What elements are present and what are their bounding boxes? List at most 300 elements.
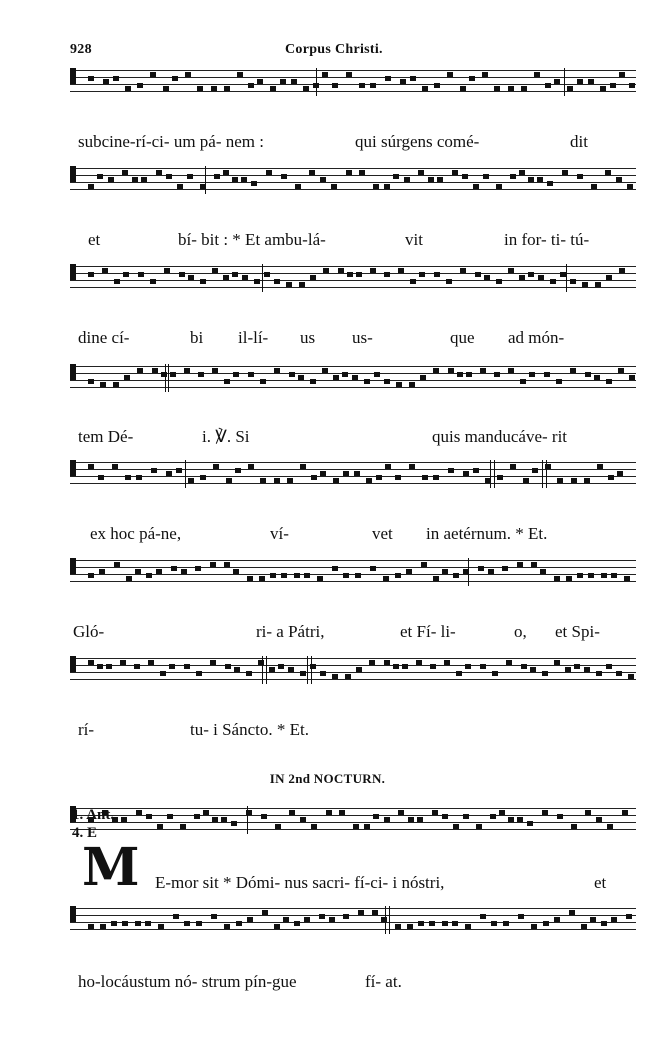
staff-line — [70, 476, 636, 477]
neume — [266, 170, 272, 175]
neume — [224, 924, 230, 929]
neume — [164, 268, 170, 273]
neume — [433, 475, 439, 480]
neume — [554, 660, 560, 665]
neume — [416, 660, 422, 665]
lyric-syllable: bí- bit : * Et ambu-lá- — [178, 230, 326, 249]
neume — [179, 272, 185, 277]
neume — [457, 372, 463, 377]
neume — [106, 664, 112, 669]
bar-line — [307, 656, 308, 684]
neume — [343, 914, 349, 919]
neume — [384, 184, 390, 189]
neume — [430, 664, 436, 669]
neume — [584, 478, 590, 483]
neume — [396, 382, 402, 387]
neume — [287, 478, 293, 483]
neume — [200, 279, 206, 284]
neume — [508, 817, 514, 822]
lyric-syllable: que — [450, 328, 475, 347]
neume — [166, 471, 172, 476]
neume — [542, 810, 548, 815]
neume — [422, 86, 428, 91]
neume — [121, 817, 127, 822]
neume — [226, 478, 232, 483]
neume — [225, 664, 231, 669]
neume — [88, 76, 94, 81]
neume — [510, 464, 516, 469]
neume — [138, 272, 144, 277]
neume — [601, 921, 607, 926]
neume — [224, 86, 230, 91]
neume — [521, 86, 527, 91]
lyric-syllable: tu- i Sáncto. * Et. — [190, 720, 309, 739]
neume — [545, 83, 551, 88]
neume — [258, 660, 264, 665]
neume — [545, 464, 551, 469]
staff-line — [70, 483, 636, 484]
neume — [151, 468, 157, 473]
lyric-syllable: E-mor sit * Dómi- nus sacri- fí-ci- i nóstri, — [155, 873, 445, 892]
neume — [567, 86, 573, 91]
neume — [398, 810, 404, 815]
staff-line — [70, 77, 636, 78]
neume — [320, 671, 326, 676]
neume — [329, 917, 335, 922]
neume — [124, 375, 130, 380]
neume — [353, 824, 359, 829]
neume — [359, 170, 365, 175]
neume — [618, 368, 624, 373]
neume — [557, 478, 563, 483]
neume — [123, 272, 129, 277]
neume — [611, 917, 617, 922]
neume — [452, 170, 458, 175]
neume — [148, 660, 154, 665]
neume — [223, 170, 229, 175]
neume — [141, 177, 147, 182]
neume — [442, 814, 448, 819]
neume — [200, 184, 206, 189]
neume — [294, 921, 300, 926]
neume — [398, 268, 404, 273]
neume — [488, 569, 494, 574]
neume — [310, 379, 316, 384]
staff-line — [70, 380, 636, 381]
neume — [547, 181, 553, 186]
neume — [150, 279, 156, 284]
neume — [480, 368, 486, 373]
lyric-syllable: in aetérnum. * Et. — [426, 524, 548, 543]
neume — [528, 272, 534, 277]
neume — [88, 464, 94, 469]
bar-line — [494, 460, 495, 488]
neume — [251, 181, 257, 186]
neume — [108, 177, 114, 182]
clef-icon — [70, 264, 76, 280]
neume — [212, 268, 218, 273]
neume — [283, 917, 289, 922]
neume — [221, 817, 227, 822]
neume — [529, 372, 535, 377]
lyric-syllable: et Spi- — [555, 622, 600, 641]
neume — [332, 83, 338, 88]
neume — [508, 268, 514, 273]
neume — [203, 810, 209, 815]
staff-line — [70, 84, 636, 85]
neume — [260, 379, 266, 384]
neume — [173, 914, 179, 919]
neume — [180, 824, 186, 829]
neume — [352, 375, 358, 380]
neume — [446, 279, 452, 284]
neume — [557, 814, 563, 819]
neume — [303, 86, 309, 91]
neume — [333, 375, 339, 380]
lyric-syllable: i. ℣. Si — [202, 427, 250, 446]
neume — [442, 921, 448, 926]
neume — [211, 914, 217, 919]
neume — [99, 569, 105, 574]
neume — [410, 76, 416, 81]
neume — [577, 174, 583, 179]
neume — [605, 170, 611, 175]
neume — [417, 817, 423, 822]
neume — [137, 83, 143, 88]
neume — [588, 79, 594, 84]
neume — [356, 667, 362, 672]
neume — [100, 382, 106, 387]
neume — [585, 372, 591, 377]
neume — [372, 910, 378, 915]
neume — [167, 814, 173, 819]
neume — [574, 664, 580, 669]
staff-line — [70, 672, 636, 673]
neume — [194, 814, 200, 819]
neume — [453, 824, 459, 829]
lyric-line-2 — [0, 230, 655, 254]
neume — [304, 573, 310, 578]
neume — [473, 468, 479, 473]
staff-8 — [70, 808, 636, 832]
page-number: 928 — [70, 42, 92, 57]
neume — [196, 671, 202, 676]
bar-line — [490, 460, 491, 488]
neume — [304, 917, 310, 922]
neume — [310, 275, 316, 280]
staff-2 — [70, 168, 636, 192]
neume — [166, 174, 172, 179]
neume — [492, 671, 498, 676]
neume — [122, 921, 128, 926]
neume — [281, 573, 287, 578]
neume — [320, 177, 326, 182]
neume — [374, 372, 380, 377]
neume — [288, 667, 294, 672]
neume — [385, 464, 391, 469]
neume — [483, 174, 489, 179]
neume — [97, 664, 103, 669]
neume — [198, 372, 204, 377]
neume — [499, 810, 505, 815]
neume — [136, 475, 142, 480]
lyric-syllable: il-lí- — [238, 328, 269, 347]
neume — [188, 275, 194, 280]
neume — [102, 268, 108, 273]
neume — [530, 667, 536, 672]
neume — [358, 910, 364, 915]
staff-line — [70, 273, 636, 274]
neume — [370, 268, 376, 273]
neume — [577, 79, 583, 84]
neume — [333, 478, 339, 483]
neume — [212, 817, 218, 822]
neume — [570, 368, 576, 373]
neume — [103, 79, 109, 84]
neume — [543, 921, 549, 926]
neume — [248, 464, 254, 469]
neume — [577, 573, 583, 578]
staff-line — [70, 387, 636, 388]
bar-line — [542, 460, 543, 488]
lyric-syllable: qui súrgens comé- — [355, 132, 480, 151]
bar-line — [262, 264, 263, 292]
neume — [460, 268, 466, 273]
neume — [299, 282, 305, 287]
lyric-syllable: ex hoc pá-ne, — [90, 524, 182, 543]
neume — [584, 667, 590, 672]
neume — [274, 368, 280, 373]
neume — [448, 468, 454, 473]
lyric-syllable: vet — [372, 524, 393, 543]
neume — [169, 664, 175, 669]
neume — [400, 79, 406, 84]
neume — [570, 279, 576, 284]
neume — [161, 372, 167, 377]
neume — [323, 268, 329, 273]
neume — [157, 824, 163, 829]
neume — [269, 667, 275, 672]
neume — [456, 671, 462, 676]
neume — [185, 72, 191, 77]
neume — [453, 573, 459, 578]
staff-line — [70, 679, 636, 680]
lyric-syllable: bi — [190, 328, 204, 347]
staff-line — [70, 915, 636, 916]
neume — [571, 478, 577, 483]
neume — [146, 573, 152, 578]
neume — [259, 576, 265, 581]
staff-6 — [70, 560, 636, 584]
lyric-line-5 — [0, 524, 655, 548]
neume — [565, 667, 571, 672]
neume — [610, 83, 616, 88]
neume — [519, 170, 525, 175]
neume — [607, 824, 613, 829]
neume — [595, 282, 601, 287]
neume — [125, 86, 131, 91]
lyric-syllable: ri- a Pátri, — [256, 622, 325, 641]
neume — [531, 562, 537, 567]
neume — [313, 83, 319, 88]
neume — [339, 810, 345, 815]
neume — [606, 379, 612, 384]
neume — [393, 174, 399, 179]
neume — [234, 667, 240, 672]
neume — [591, 184, 597, 189]
neume — [146, 814, 152, 819]
staff-line — [70, 665, 636, 666]
neume — [624, 576, 630, 581]
neume — [373, 814, 379, 819]
neume — [421, 562, 427, 567]
neume — [617, 471, 623, 476]
neume — [213, 464, 219, 469]
neume — [311, 475, 317, 480]
bar-line — [168, 364, 169, 392]
neume — [289, 372, 295, 377]
neume — [508, 368, 514, 373]
neume — [134, 664, 140, 669]
neume — [590, 917, 596, 922]
neume — [156, 569, 162, 574]
neume — [135, 569, 141, 574]
staff-line — [70, 822, 636, 823]
neume — [224, 379, 230, 384]
neume — [120, 660, 126, 665]
bar-line — [205, 166, 206, 194]
neume — [384, 379, 390, 384]
lyric-syllable: et Fí- li- — [400, 622, 456, 641]
neume — [571, 824, 577, 829]
neume — [317, 576, 323, 581]
staff-line — [70, 929, 636, 930]
neume — [125, 475, 131, 480]
bar-line — [311, 656, 312, 684]
neume — [158, 924, 164, 929]
neume — [409, 464, 415, 469]
neume — [434, 83, 440, 88]
neume — [395, 573, 401, 578]
neume — [145, 921, 151, 926]
neume — [597, 464, 603, 469]
neume — [494, 372, 500, 377]
neume — [433, 368, 439, 373]
staff-line — [70, 560, 636, 561]
neume — [554, 917, 560, 922]
neume — [366, 478, 372, 483]
neume — [619, 72, 625, 77]
neume — [608, 475, 614, 480]
neume — [332, 566, 338, 571]
lyric-syllable: ho-locáustum nó- strum pín-gue — [78, 972, 297, 991]
neume — [383, 576, 389, 581]
staff-line — [70, 922, 636, 923]
neume — [393, 664, 399, 669]
neume — [233, 372, 239, 377]
neume — [537, 177, 543, 182]
lyric-syllable: us- — [352, 328, 373, 347]
neume — [112, 464, 118, 469]
neume — [542, 671, 548, 676]
neume — [465, 924, 471, 929]
neume — [136, 810, 142, 815]
neume — [588, 573, 594, 578]
staff-line — [70, 91, 636, 92]
bar-line — [566, 264, 567, 292]
neume — [356, 272, 362, 277]
lyric-line-3 — [0, 328, 655, 352]
neume — [532, 468, 538, 473]
neume — [496, 279, 502, 284]
neume — [88, 573, 94, 578]
neume — [346, 170, 352, 175]
neume — [232, 272, 238, 277]
neume — [347, 272, 353, 277]
staff-line — [70, 567, 636, 568]
neume — [176, 468, 182, 473]
neume — [404, 177, 410, 182]
neume — [407, 924, 413, 929]
clef-icon — [70, 68, 76, 84]
neume — [236, 921, 242, 926]
lyric-line-1 — [0, 132, 655, 156]
neume — [520, 379, 526, 384]
neume — [88, 924, 94, 929]
neume — [462, 174, 468, 179]
lyric-syllable: in for- ti- tú- — [504, 230, 590, 249]
neume — [385, 76, 391, 81]
neume — [98, 475, 104, 480]
neume — [629, 375, 635, 380]
staff-1 — [70, 70, 636, 94]
neume — [322, 368, 328, 373]
lyric-syllable: us — [300, 328, 316, 347]
neume — [343, 573, 349, 578]
neume — [181, 569, 187, 574]
neume — [619, 268, 625, 273]
lyric-syllable: et — [594, 873, 607, 892]
neume — [261, 814, 267, 819]
neume — [473, 184, 479, 189]
neume — [384, 272, 390, 277]
staff-line — [70, 175, 636, 176]
drop-cap-initial: M — [82, 837, 140, 898]
neume — [286, 282, 292, 287]
neume — [289, 810, 295, 815]
neume — [280, 79, 286, 84]
lyric-syllable: dine cí- — [78, 328, 130, 347]
neume — [160, 671, 166, 676]
neume — [460, 86, 466, 91]
neume — [627, 184, 633, 189]
lyric-syllable: ad món- — [508, 328, 565, 347]
page-title: Corpus Christi. — [285, 42, 383, 57]
bar-line — [165, 364, 166, 392]
neume — [395, 924, 401, 929]
neume — [581, 924, 587, 929]
neume — [434, 272, 440, 277]
neume — [606, 275, 612, 280]
neume — [211, 86, 217, 91]
neume — [270, 573, 276, 578]
neume — [596, 817, 602, 822]
neume — [177, 184, 183, 189]
lyric-syllable: ví- — [270, 524, 289, 543]
neume — [482, 72, 488, 77]
neume — [187, 174, 193, 179]
neume — [448, 368, 454, 373]
